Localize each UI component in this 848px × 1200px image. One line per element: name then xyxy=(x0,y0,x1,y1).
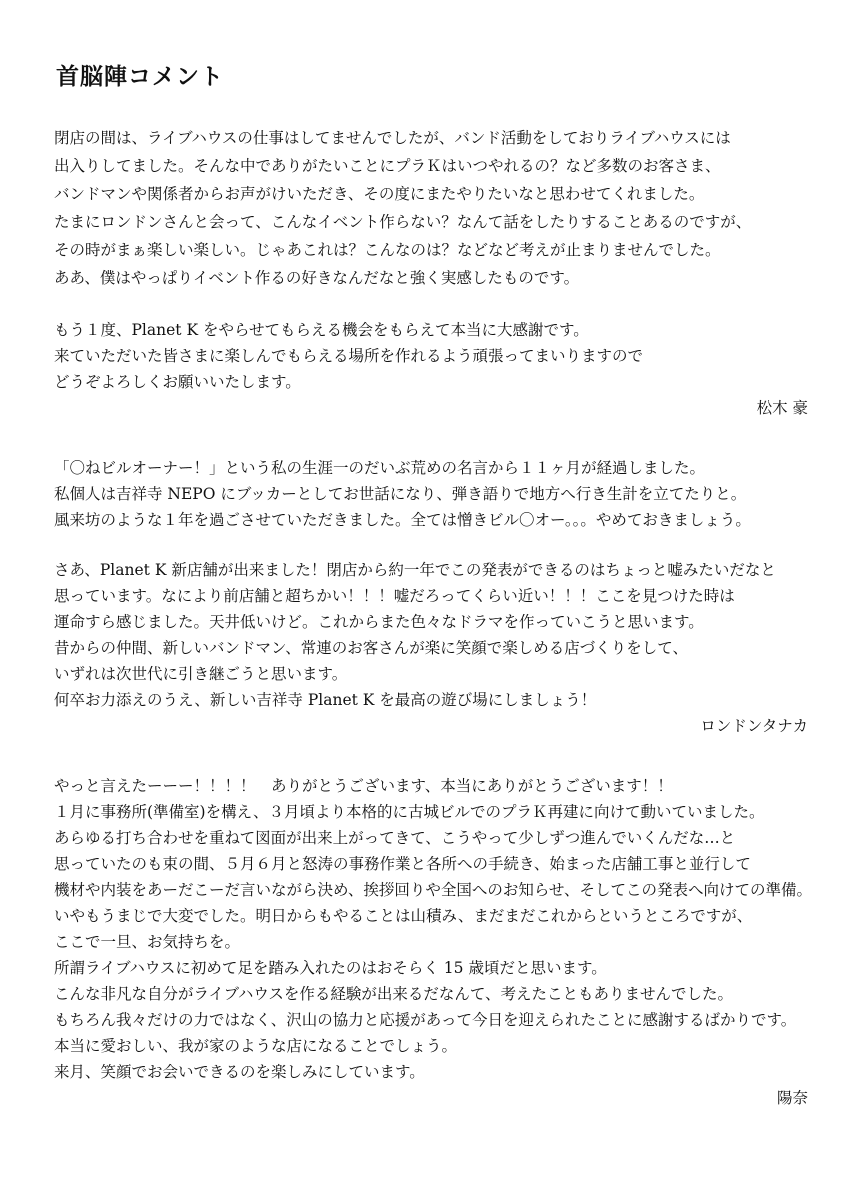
section-1-line-4: たまにロンドンさんと会って、こんなイベント作らない？なんて話をしたりすることあるのですが、 xyxy=(54,213,752,231)
section-3-line-12: 来月、笑顔でお会いできるのを楽しみにしています。 xyxy=(54,1063,425,1081)
section-1-line-1: 閉店の間は、ライブハウスの仕事はしてませんでしたが、バンド活動をしておりライブハウスには xyxy=(54,129,731,147)
section-2-signature: ロンドンタナカ xyxy=(700,717,808,735)
section-3-line-6: いやもうまじで大変でした。明日からもやることは山積み、まだまだこれからというところですが、 xyxy=(54,907,753,925)
section-1-line-10: どうぞよろしくお願いいたします。 xyxy=(54,373,301,391)
section-3-line-2: １月に事務所(準備室)を構え、３月頃より本格的に古城ビルでのプラＫ再建に向けて動いていました。 xyxy=(54,803,765,821)
section-2-line-8: 昔からの仲間、新しいバンドマン、常連のお客さんが楽に笑顔で楽しめる店づくりをして、 xyxy=(54,639,688,657)
section-3-line-9: こんな非凡な自分がライブハウスを作る経験が出来るだなんて、考えたこともありませんでした。 xyxy=(54,985,734,1003)
section-1-line-6: ああ、僕はやっぱりイベント作るの好きなんだなと強く実感したものです。 xyxy=(54,269,580,287)
section-3-line-1: やっと言えたーーー！！！！ ありがとうございます、本当にありがとうございます！！ xyxy=(54,777,673,795)
document-title: 首脳陣コメント xyxy=(56,63,224,90)
section-1-line-2: 出入りしてました。そんな中でありがたいことにプラＫはいつやれるの？など多数のお客さま、 xyxy=(54,157,721,175)
section-3-line-11: 本当に愛おしい、我が家のような店になることでしょう。 xyxy=(54,1037,458,1055)
section-1-signature: 松木 豪 xyxy=(756,399,808,417)
section-1-line-3: バンドマンや関係者からお声がけいただき、その度にまたやりたいなと思わせてくれました。 xyxy=(54,185,705,203)
section-3-line-10: もちろん我々だけの力ではなく、沢山の協力と応援があって今日を迎えられたことに感謝するばかりです。 xyxy=(54,1011,797,1029)
section-3-line-7: ここで一旦、お気持ちを。 xyxy=(54,933,241,951)
section-2-line-3: 風来坊のような１年を過ごさせていただきました。全ては憎きビル〇オー。。。やめておきましょう。 xyxy=(54,511,751,529)
section-3-line-8: 所謂ライブハウスに初めて足を踏み入れたのはおそらく 15 歳頃だと思います。 xyxy=(54,959,607,977)
section-2-line-9: いずれは次世代に引き継ごうと思います。 xyxy=(54,665,348,683)
section-2-line-1: 「〇ねビルオーナー！」という私の生涯一のだいぶ荒めの名言から１１ヶ月が経過しました。 xyxy=(54,459,706,477)
section-1-line-5: その時がまぁ楽しい楽しい。じゃあこれは？こんなのは？などなど考えが止まりませんでした。 xyxy=(54,241,721,259)
section-3-line-3: あらゆる打ち合わせを重ねて図面が出来上がってきて、こうやって少しずつ進んでいくんだな…と xyxy=(54,829,736,847)
section-1-line-8: もう１度、Planet K をやらせてもらえる機会をもらえて本当に大感謝です。 xyxy=(54,321,589,339)
section-2-line-7: 運命すら感じました。天井低いけど。これからまた色々なドラマを作っていこうと思います。 xyxy=(54,613,704,631)
section-3-signature: 陽奈 xyxy=(776,1089,808,1107)
section-3-line-5: 機材や内装をあーだこーだ言いながら決め、挨拶回りや全国へのお知らせ、そしてこの発表へ向けての準備。 xyxy=(54,881,812,899)
section-2-line-2: 私個人は吉祥寺 NEPO にブッカーとしてお世話になり、弾き語りで地方へ行き生計を立てたりと。 xyxy=(54,485,747,503)
section-2-line-10: 何卒お力添えのうえ、新しい吉祥寺 Planet K を最高の遊び場にしましょう！ xyxy=(54,691,597,709)
section-2-line-5: さあ、Planet K 新店舗が出来ました！閉店から約一年でこの発表ができるのはちょっと嘘みたいだなと xyxy=(54,561,776,579)
section-2-line-6: 思っています。なにより前店舗と超ちかい！！！嘘だろってくらい近い！！！ここを見つけた時は xyxy=(54,587,735,605)
section-1-line-9: 来ていただいた皆さまに楽しんでもらえる場所を作れるよう頑張ってまいりますので xyxy=(54,347,644,365)
section-3-line-4: 思っていたのも束の間、５月６月と怒涛の事務作業と各所への手続き、始まった店舗工事と並行して xyxy=(54,855,751,873)
